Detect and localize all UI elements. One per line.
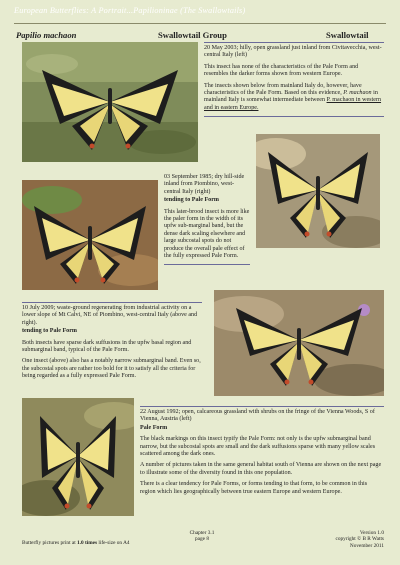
caption-block-1 [204,42,384,117]
caption-date-1: 20 May 2003; hilly, open grassland just inland from Civitavecchia, west-central Italy (left) [204,45,382,59]
caption-rule-3 [22,302,202,303]
caption-date-2: 03 September 1985; dry hill-side inland from Piombino, west-central Italy (right) [164,174,245,195]
species-name: Papilio machaon [16,30,77,40]
page-header-title: European Butterflies: A Portrait...Papilioninae (The Swallowtails) [14,6,246,15]
footer-version: Version 1.0 [359,530,384,536]
footer-print-note-a: Butterfly pictures print at [22,540,76,546]
caption-text-1b-end: P. machaon in western and in eastern Europe. [204,97,382,111]
caption-rule-4 [140,406,384,407]
caption-date-4: 22 August 1992; open, calcareous grassland with shrubs on the fringe of the Vienna Woods, S of Vienna, Austria (left) [140,409,375,423]
caption-species-italic: P. machaon [343,90,372,97]
caption-text-1a: This insect has none of the characteristics of the Pale Form and resembles the darker forms shown from western Europe. [204,63,359,78]
caption-text-3b: One insect (above) also has a notably narrow submarginal band. Even so, the subcostal spots are rather too bold for it to satisfy all the criteria for being regarded as a fully expressed Pale Form. [22,358,201,380]
butterfly-photo-1 [22,42,198,162]
group-name: Swallowtail Group [158,30,227,40]
caption-text-4a: The black markings on this insect typify the Pale Form: not only is the upfw submarginal band narrow, but the subcostal spots are small and the dark suffusions sparse with many yellow scales scattered among the dark ones. [140,436,376,458]
butterfly-photo-5 [22,398,134,516]
footer-right [314,530,384,549]
footer-copyright: copyright © B R Watts [335,536,384,543]
footer-left [22,540,182,546]
caption-text-4c: There is a clear tendency for Pale Forms, or forms tending to that form, to be common in this region which lies geographically between true eastern Europe and western Europe. [140,481,368,495]
caption-date-3: 10 July 2009; waste-ground regenerating from industrial activity on a lower slope of Mt Calvi, NE of Piombino, west-central Italy (above and right). [22,305,198,326]
caption-heading-4: Pale Form [140,424,168,431]
caption-text-4b: A number of pictures taken in the same general habitat south of Vienna are shown on the next page to illustrate some of the diversity found in this one population. [140,462,382,476]
caption-rule-2 [164,264,250,265]
butterfly-photo-3 [256,134,380,248]
footer-date: November 2011 [349,542,384,549]
footer-print-note-b: 1.0 times [77,540,98,546]
caption-block-2 [164,174,250,265]
footer-print-note-c: life-size on A4 [98,540,130,546]
header-divider [14,23,386,24]
butterfly-photo-4 [214,290,384,396]
caption-block-4 [140,406,384,500]
butterfly-photo-2 [22,180,158,290]
caption-text-1b [204,83,384,113]
caption-rule-bottom [204,116,384,117]
footer-chapter: Chapter 3.1 [189,530,215,536]
caption-heading-2: tending to Pale Form [164,197,220,204]
footer-center [182,530,222,543]
caption-rule [204,42,384,43]
caption-block-3 [22,302,202,385]
caption-heading-3: tending to Pale Form [22,328,78,335]
caption-text-1b-start: The insects shown below from mainland Italy do, however, have characteristics of the Pale Form. Based on this evidence, [204,82,362,97]
caption-text-1b-mid: in mainland Italy is somewhat intermediate between [204,90,378,104]
footer-page-number: page 8 [195,536,209,543]
common-name: Swallowtail [326,30,369,40]
caption-text-2: This later-brood insect is more like the paler form in the width of its upfw sub-marginal band, but the dense dark scaling elsewhere and large subcostal spots do not produce the overall pale effect of the fully expressed Pale Form. [164,208,250,260]
caption-text-3a: Both insects have sparse dark suffusions in the upfw basal region and submarginal band, typical of the Pale Form. [22,339,192,354]
